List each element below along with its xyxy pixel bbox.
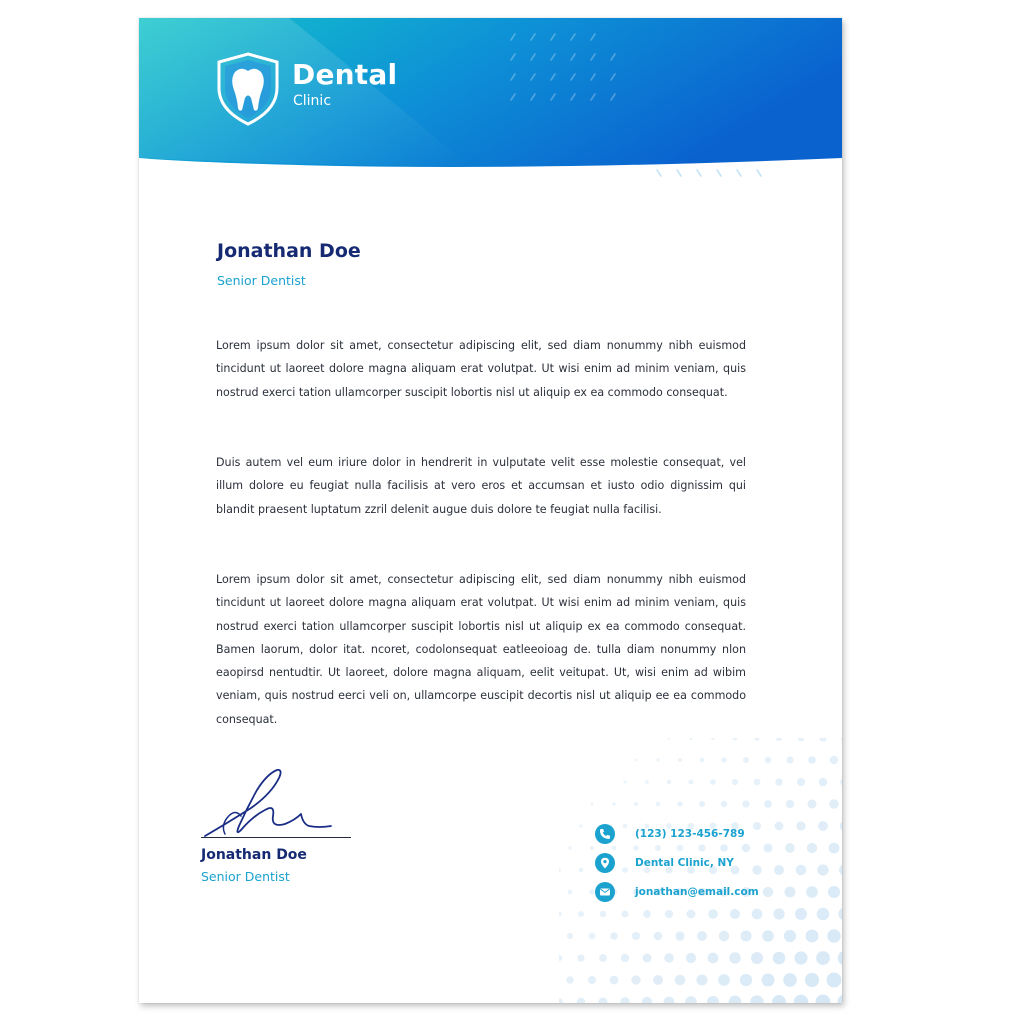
decor-dot: [677, 801, 682, 806]
decor-dot: [817, 908, 830, 921]
decor-dot: [664, 997, 675, 1003]
decor-dot: [589, 889, 595, 895]
decor-dot: [708, 909, 717, 918]
decor-dot: [827, 929, 840, 942]
decor-dot: [591, 803, 594, 806]
decor-dot: [796, 821, 805, 830]
decor-dot: [589, 933, 596, 940]
brand-title: Dental: [292, 58, 398, 91]
decor-dot: [700, 758, 705, 763]
decor-dot: [729, 952, 740, 963]
body-paragraph: Duis autem vel eum iriure dolor in hendrerit in vulputate velit esse molestie consequat, vel illum dolore eu feugiat nulla facilisis at vero eros et accumsan et iusto odio dignissim qui blandit praesent luptatum zzril delenit augue duis dolore te feugiat nulla facilisi.: [216, 456, 746, 516]
decor-dot: [753, 822, 761, 830]
decor-dot: [808, 800, 817, 809]
decor-dot: [678, 758, 682, 762]
decor-dot: [829, 843, 840, 854]
decor-dot: [828, 886, 840, 898]
decor-dot: [634, 802, 638, 806]
decor-dot: [612, 802, 616, 806]
decor-dot: [699, 801, 705, 807]
decor-dot: [742, 800, 749, 807]
decor-dot: [577, 954, 584, 961]
decor-dot: [718, 974, 730, 986]
decor-dot: [839, 864, 842, 876]
decor-dot: [805, 973, 819, 987]
decor-dot: [559, 868, 561, 872]
decor-dot: [798, 738, 805, 741]
decor-dot: [559, 998, 563, 1003]
decor-dot: [817, 864, 828, 875]
decor-dot: [750, 995, 763, 1003]
decor-dot: [742, 844, 750, 852]
decor-dot: [643, 910, 651, 918]
decor-dot: [762, 930, 774, 942]
decor-dot: [642, 997, 652, 1003]
signature-name: Jonathan Doe: [201, 847, 307, 863]
contact-address-row: [595, 853, 734, 873]
phone-icon: [595, 824, 615, 844]
decor-dot: [655, 845, 661, 851]
decor-dot: [774, 865, 784, 875]
decor-dot: [610, 932, 617, 939]
decor-dot: [765, 757, 771, 763]
decor-dot: [675, 975, 686, 986]
decor-dot: [785, 887, 796, 898]
decor-dot: [653, 975, 663, 985]
decor-dot: [751, 952, 763, 964]
decor-dot: [568, 846, 572, 850]
decor-dot: [567, 933, 573, 939]
decor-dot: [754, 779, 761, 786]
decor-dot: [752, 865, 761, 874]
decor-dot: [819, 738, 826, 742]
decor-dot: [763, 887, 773, 897]
decor-dot: [806, 886, 818, 898]
decor-dot: [559, 955, 562, 962]
decor-dot: [631, 975, 640, 984]
decor-dot: [645, 780, 649, 784]
decor-dot: [838, 995, 843, 1004]
decor-dot: [677, 845, 684, 852]
body-paragraph: Lorem ipsum dolor sit amet, consectetur adipiscing elit, sed diam nonummy nibh euismod tincidunt ut laoreet dolore magna aliquam erat volutpat. Ut wisi enim ad minim veniam, quis nostrud exerci tation ullamcorper suscipit lobortis nisl ut aliquip ex ea commodo consequat.: [216, 339, 746, 399]
contact-address: Dental Clinic, NY: [635, 857, 734, 869]
envelope-icon: [595, 882, 615, 902]
decor-dot: [740, 974, 752, 986]
decor-dot: [687, 910, 696, 919]
decor-dot: [635, 759, 638, 762]
decor-dot: [783, 973, 797, 987]
decor-dot: [720, 844, 728, 852]
decor-dot: [579, 868, 584, 873]
decor-dot: [729, 996, 742, 1003]
decor-dot: [841, 738, 842, 742]
decor-dot: [600, 911, 606, 917]
decor-dot: [775, 778, 782, 785]
decor-dot: [785, 843, 795, 853]
decor-dot: [623, 780, 626, 783]
decor-dot: [707, 996, 719, 1003]
decor-dot: [740, 930, 751, 941]
decor-dot: [665, 910, 673, 918]
decor-dot: [743, 757, 749, 763]
decor-dot: [697, 931, 707, 941]
decor-dot: [773, 952, 786, 965]
signature-title: Senior Dentist: [201, 869, 290, 884]
decor-dot: [689, 738, 693, 740]
decor-dot: [710, 779, 716, 785]
decor-dot: [816, 995, 831, 1004]
letterhead-page: [139, 18, 842, 1003]
decor-dot: [689, 780, 694, 785]
decor-dot: [808, 756, 816, 764]
decor-dot: [643, 954, 652, 963]
decor-dot: [664, 953, 674, 963]
decor-dot: [632, 932, 640, 940]
decor-dot: [719, 931, 729, 941]
decor-dot: [610, 976, 619, 985]
decor-dot: [762, 974, 775, 987]
decor-dot: [721, 801, 728, 808]
decor-dot: [621, 910, 628, 917]
decor-dot: [559, 911, 562, 916]
decor-dot: [612, 846, 617, 851]
decor-dot: [816, 951, 830, 965]
decor-dot: [840, 777, 842, 786]
contact-phone-row: [595, 824, 745, 844]
decor-dot: [620, 997, 630, 1003]
decor-dot: [776, 738, 782, 741]
decor-dot: [838, 951, 842, 965]
decor-dot: [656, 758, 659, 761]
decor-dot: [754, 738, 760, 741]
decor-dot: [667, 780, 671, 784]
tooth-shield-icon: [215, 52, 281, 126]
decor-dot: [685, 996, 696, 1003]
decor-dot: [752, 909, 763, 920]
decor-dot: [772, 995, 786, 1003]
brand-subtitle: Clinic: [293, 93, 332, 109]
decor-dot: [829, 799, 839, 809]
contact-email: jonathan@email.com: [635, 886, 759, 898]
decor-dot: [764, 800, 772, 808]
decor-dot: [806, 930, 819, 943]
decor-dot: [830, 756, 838, 764]
decor-dot: [578, 911, 584, 917]
decor-dot: [807, 843, 817, 853]
decor-dot: [795, 908, 807, 920]
decor-dot: [621, 954, 629, 962]
body-paragraph: Lorem ipsum dolor sit amet, consectetur adipiscing elit, sed diam nonummy nibh euismod tincidunt ut laoreet dolore magna aliquam erat volutpat. Ut wisi enim ad minim veniam, quis nostrud exerci tation ullamcorper suscipit lobortis nisl ut aliquip ex ea commodo consequat. Bamen laorum, dolor itat. ncoret, codolonsequat eatleeoioag de. tulla diam nonummy nlon eaopirsd nentudtir. Ut laoreet, dolore magna aliquam, eelit veitupat. Ut, wisi enim ad wibim veniam, quis nostrud eerci veli on, ullamcorpe euscipit decortis nisl ut aliquip ee ea commodo consequat.: [216, 573, 746, 726]
decor-dot: [794, 951, 807, 964]
decor-dot: [732, 779, 738, 785]
decor-dot: [656, 802, 661, 807]
decor-dot: [711, 738, 715, 740]
sender-name: Jonathan Doe: [217, 240, 361, 262]
decor-dot: [775, 822, 784, 831]
decor-dot: [819, 778, 828, 787]
decor-dot: [696, 974, 707, 985]
sender-title: Senior Dentist: [217, 273, 306, 288]
decor-dot: [568, 890, 573, 895]
decor-dot: [686, 953, 696, 963]
decor-dot: [840, 821, 842, 832]
decor-dot: [588, 976, 596, 984]
decor-dot: [598, 997, 607, 1003]
decor-dot: [786, 800, 794, 808]
decor-dot: [763, 843, 772, 852]
decor-dot: [786, 756, 793, 763]
decor-dot: [773, 908, 784, 919]
decor-dot: [733, 738, 738, 740]
decor-dot: [708, 953, 719, 964]
decor-dot: [721, 757, 726, 762]
location-pin-icon: [595, 853, 615, 873]
decor-dot: [633, 845, 638, 850]
decor-dot: [838, 907, 842, 920]
decor-dot: [794, 995, 809, 1003]
decor-dot: [730, 909, 740, 919]
decor-dot: [675, 931, 684, 940]
decor-dot: [566, 976, 573, 983]
decor-dot: [818, 821, 828, 831]
decor-dot: [784, 930, 796, 942]
contact-phone: (123) 123-456-789: [635, 828, 745, 840]
decor-dot: [579, 824, 582, 827]
signature-line: [201, 837, 351, 838]
decor-dot: [797, 778, 805, 786]
decor-dot: [667, 738, 670, 740]
decor-dot: [590, 846, 594, 850]
decor-dot: [599, 954, 607, 962]
decor-dot: [827, 973, 842, 988]
decor-dot: [577, 998, 585, 1003]
decor-dot: [796, 865, 807, 876]
decor-dot: [654, 932, 663, 941]
contact-email-row: [595, 882, 759, 902]
decor-dot: [698, 844, 705, 851]
handwritten-signature: [199, 764, 359, 839]
